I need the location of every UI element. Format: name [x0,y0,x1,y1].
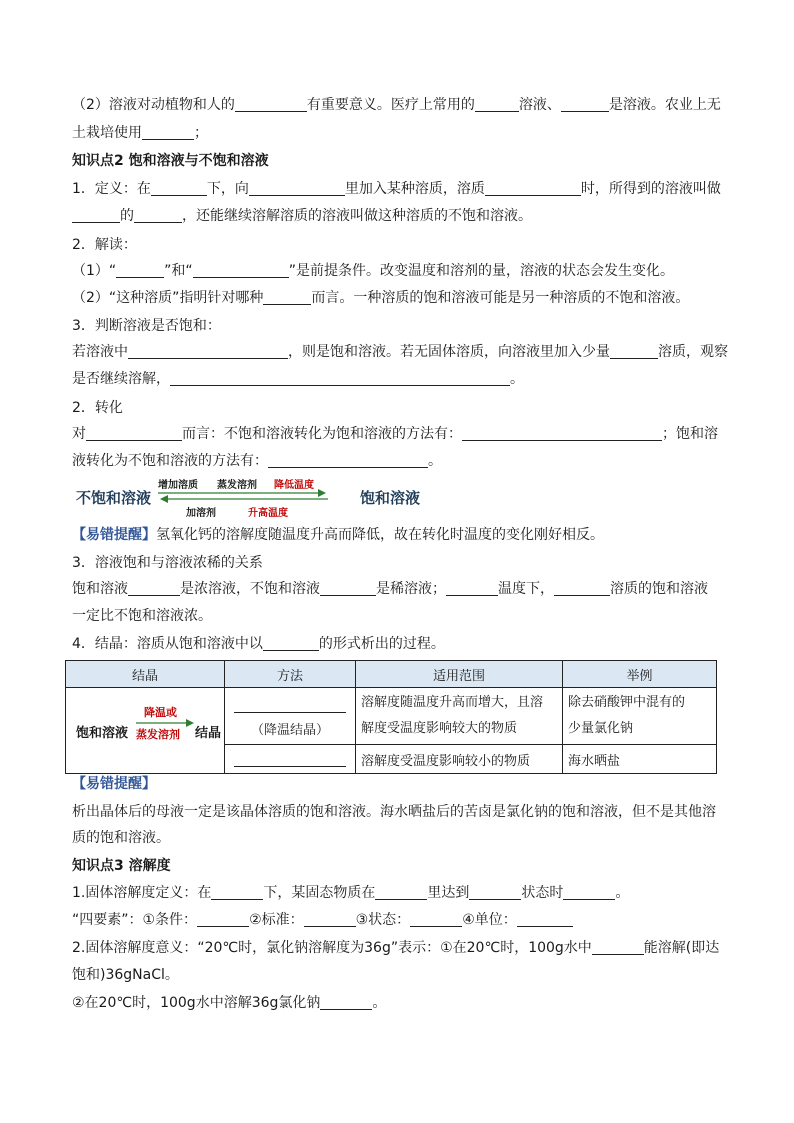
blank [469,885,521,900]
line-definition-2 [72,207,732,225]
text: 1．定义：在 [72,181,151,197]
scope-cell-1 [356,688,563,745]
blank [320,995,372,1010]
text: 能溶解(即达 [643,940,720,956]
line-solubility-meaning-2: 饱和)36gNaCl。 [72,967,179,983]
crystallization-table [65,660,717,774]
unsaturated-label: 不饱和溶液 [76,489,152,507]
tip-2-line-1: 析出晶体后的母液一定是该晶体溶质的饱和溶液。海水晒盐后的苦卤是氯化钠的饱和溶液，但不是其他溶 [72,804,716,820]
blank [517,912,573,927]
text: 液转化为不饱和溶液的方法有： [72,453,268,469]
text: ，则是饱和溶液。若无固体溶质，向溶液里加入少量 [288,344,610,360]
line-relation: 3．溶液饱和与溶液浓稀的关系 [72,555,263,571]
blank [211,885,263,900]
text: ②在20℃时，100g水中溶解36g氯化钠 [72,995,321,1011]
blank [268,453,428,468]
method-cell-1 [225,688,356,745]
blank [134,208,182,223]
text: 而言。一种溶质的饱和溶液可能是另一种溶质的不饱和溶液。 [311,290,690,306]
example-line: 少量氯化钠 [568,721,634,736]
blank [197,912,249,927]
add-solute-label: 增加溶质 [158,480,198,491]
line-judge: 3．判断溶液是否饱和： [72,318,221,334]
header-scope: 适用范围 [356,661,563,688]
scope-line: 溶解度随温度升高而增大，且溶 [361,695,544,710]
text: 状态时 [521,885,564,901]
example-cell-1 [563,688,717,745]
tip-2-line-2: 质的饱和溶液。 [72,830,170,846]
blank [142,125,194,140]
line-interpret: 2．解读： [72,237,137,253]
text: 是否继续溶解， [72,371,170,387]
scope-line: 解度受温度影响较大的物质 [361,721,518,736]
blank [610,344,658,359]
line-definition-1 [72,180,732,198]
text: 。 [428,453,442,469]
text: 若溶液中 [72,344,128,360]
text: ②标准： [249,912,304,928]
text: ”和“ [164,263,193,279]
example-line: 除去硝酸钾中混有的 [568,695,686,710]
line-solubility-meaning-1 [72,939,732,957]
text: “四要素”：①条件： [72,912,198,928]
line-solubility-meaning-3 [72,994,732,1012]
text: ，还能继续溶解溶质的溶液叫做这种溶质的不饱和溶液。 [182,208,532,224]
blank [592,940,644,955]
text: ；饱和溶 [662,426,718,442]
table-header-row [66,661,717,688]
line-judge-1 [72,343,732,361]
text: 2.固体溶解度意义：“20℃时，氯化钠溶解度为36g”表示：①在20℃时，100g水中 [72,940,592,956]
text: ③状态： [355,912,411,928]
text: 是浓溶液，不饱和溶液 [180,581,320,597]
blank [116,263,164,278]
diag-left-label: 饱和溶液 [76,726,129,741]
blank [475,97,519,112]
line-soilless [72,124,732,142]
diag-arrow [136,718,196,728]
line-relation-1 [72,580,732,598]
tip-text: 氢氧化钙的溶解度随温度升高而降低，故在转化时温度的变化刚好相反。 [156,527,604,543]
text: 溶质的饱和溶液 [610,581,708,597]
line-convert: 2．转化 [72,400,123,416]
text: 的 [120,208,134,224]
saturated-label: 饱和溶液 [360,489,421,507]
text: 1.固体溶解度定义：在 [72,885,212,901]
tip-1 [72,526,732,544]
text: 下，向 [206,181,249,197]
text: （2）“这种溶质”指明针对哪种 [72,290,264,306]
method-cell-2 [225,745,356,774]
line-judge-2 [72,370,732,388]
line-relation-2: 一定比不饱和溶液浓。 [72,608,212,624]
section-heading-2: 知识点2 饱和溶液与不饱和溶液 [72,153,269,169]
text: 溶质，观察 [658,344,728,360]
header-method: 方法 [225,661,356,688]
conversion-diagram [72,474,452,520]
line-significance [72,96,732,114]
blank [234,752,346,767]
crystal-diagram-cell [66,688,225,774]
line-solubility-def [72,884,732,902]
text: 有重要意义。医疗上常用的 [306,97,475,113]
line-convert-1 [72,425,732,443]
example-cell-2: 海水晒盐 [563,745,717,774]
text: 。 [615,885,630,901]
blank [151,181,207,196]
text: 温度下， [498,581,554,597]
table-row [66,688,717,745]
diag-top-label: 降温或 [144,706,177,719]
text: 土栽培使用 [72,125,142,141]
blank [410,912,462,927]
blank [193,263,289,278]
header-example: 举例 [563,661,717,688]
line-four-elements [72,911,732,929]
blank [72,208,120,223]
blank [485,181,581,196]
blank [462,426,662,441]
blank [563,885,615,900]
method-note: （降温结晶） [250,723,329,738]
blank [263,290,311,305]
text: 的形式析出的过程。 [318,636,445,652]
blank [235,97,307,112]
blank [375,885,427,900]
text: 时，所得到的溶液叫做 [580,181,721,197]
add-solvent-label: 加溶剂 [186,508,216,519]
text: （2）溶液对动植物和人的 [72,97,235,113]
conversion-arrows [156,488,332,504]
text: 。 [510,371,524,387]
text: 对 [72,426,86,442]
blank [86,426,182,441]
blank [249,181,345,196]
diag-right-label: 结晶 [195,726,222,741]
blank [320,581,376,596]
text: ④单位： [462,912,517,928]
text: 饱和溶液 [72,581,128,597]
header-crystal: 结晶 [66,661,225,688]
text: 4．结晶：溶质从饱和溶液中以 [72,636,263,652]
text: ； [194,125,208,141]
blank [554,581,610,596]
blank [446,581,498,596]
line-convert-2 [72,452,732,470]
text: 下，某固态物质在 [263,885,376,901]
blank [170,371,510,386]
line-crystal [72,635,732,653]
text: 是溶液。农业上无 [608,97,721,113]
blank [304,912,356,927]
blank [128,344,288,359]
blank [561,97,609,112]
text: 里加入某种溶质，溶质 [344,181,485,197]
tip-label: 【易错提醒】 [72,527,156,543]
scope-cell-2: 溶解度受温度影响较小的物质 [356,745,563,774]
text: 溶液、 [518,97,561,113]
diag-bottom-label: 蒸发溶剂 [136,728,180,741]
raise-temp-label: 升高温度 [248,508,288,519]
text: ”是前提条件。改变温度和溶剂的量，溶液的状态会发生变化。 [288,263,674,279]
evaporate-label: 蒸发溶剂 [217,480,257,491]
line-interpret-2 [72,289,732,307]
blank [263,636,319,651]
blank [128,581,180,596]
text: 而言：不饱和溶液转化为饱和溶液的方法有： [182,426,462,442]
section-heading-3: 知识点3 溶解度 [72,858,171,874]
tip-2-label: 【易错提醒】 [72,776,156,792]
text: 。 [372,995,387,1011]
text: 是稀溶液； [376,581,446,597]
text: （1）“ [72,263,117,279]
blank [234,698,346,713]
lower-temp-label: 降低温度 [274,480,314,491]
text: 里达到 [427,885,470,901]
line-interpret-1 [72,262,732,280]
